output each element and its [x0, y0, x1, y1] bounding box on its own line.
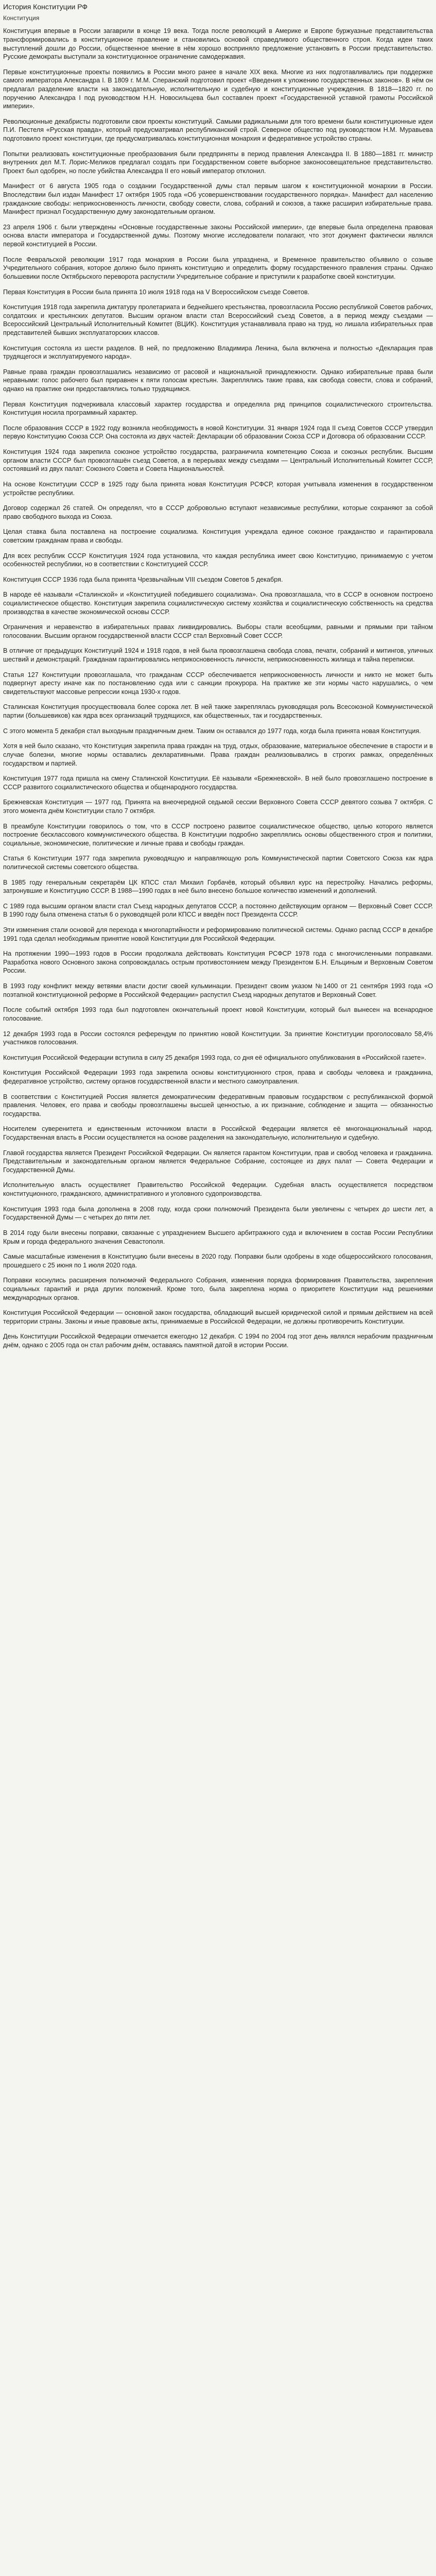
article-paragraph: После образования СССР в 1922 году возникла необходимость в новой Конституции. 31 января 1924 года II съезд Советов СССР утвердил первую Конституцию Союза ССР. Она состояла из двух частей: Декларации об образовании Союза ССР и Договора об образовании СССР. — [3, 424, 433, 440]
article-paragraph: Первая Конституция подчеркивала классовый характер государства и определяла ряд принципов социалистического строительства. Конституция носила программный характер. — [3, 400, 433, 417]
article-paragraph: После событий октября 1993 года был подготовлен окончательный проект новой Конституции, который был вынесен на всенародное голосование. — [3, 1006, 433, 1022]
article-paragraph: Брежневская Конституция — 1977 год. Принята на внеочередной седьмой сессии Верховного Совета СССР девятого созыва 7 октября. С этого момента днём Конституции стало 7 октября. — [3, 799, 433, 815]
article-paragraph: Сталинская Конституция просуществовала более сорока лет. В ней также закреплялась руководящая роль Всесоюзной Коммунистической партии (большевиков) как ядра всех организаций трудящихся, как общественных, так и государственных. — [3, 703, 433, 720]
page-title: История Конституции РФ — [3, 3, 88, 11]
article-paragraph: В 2014 году были внесены поправки, связанные с упразднением Высшего арбитражного суда и включением в состав России Республики Крым и города федерального значения Севастополя. — [3, 1229, 433, 1245]
article-paragraph: Хотя в ней было сказано, что Конституция закрепила права граждан на труд, отдых, образование, материальное обеспечение в старости и в случае болезни, многие нормы оставались декларативными. Права граждан реализовывались в строгих рамках, определённых государством и партией. — [3, 742, 433, 767]
article-paragraph: Конституция 1977 года пришла на смену Сталинской Конституции. Её называли «Брежневской». В ней было провозглашено построение в СССР развитого социалистического общества и общенародного государства. — [3, 775, 433, 791]
breadcrumb[interactable]: Конституция — [3, 14, 40, 22]
article-paragraph: После Февральской революции 1917 года монархия в России была упразднена, и Временное правительство объявило о созыве Учредительного собрания, которое должно было принять конституцию и определить форму государственного правления страны. Однако большевики после Октябрьского переворота распустили Учредительное собрание и приступили к разработке своей конституции. — [3, 256, 433, 280]
article-paragraph: Попытки реализовать конституционные преобразования были предприняты в период правления Александра II. В 1880—1881 гг. министр внутренних дел М.Т. Лорис-Меликов предлагал создать при Государственном совете выборное законосовещательное представительство. Проект был одобрен, но после убийства Александра II его новый император отклонил. — [3, 150, 433, 175]
article-paragraph: 23 апреля 1906 г. были утверждены «Основные государственные законы Российской империи», где впервые была определена правовая основа власти императора и Государственной думы. Поэтому многие исследователи полагают, что этот документ фактически являлся первой конституцией в России. — [3, 223, 433, 248]
article-paragraph: Конституция Российской Федерации — основной закон государства, обладающий высшей юридической силой и прямым действием на всей территории страны. Законы и иные правовые акты, принимаемые в Российской Федерации, не должны противоречить Конституции. — [3, 1309, 433, 1325]
article-paragraph: В 1985 году генеральным секретарём ЦК КПСС стал Михаил Горбачёв, который объявил курс на перестройку. Начались реформы, затронувшие и Конституцию СССР. В 1988—1990 годах в неё было внесено большое количество изменений и дополнений. — [3, 878, 433, 895]
article-paragraph: Конституция Российской Федерации 1993 года закрепила основы конституционного строя, права и свободы человека и гражданина, федеративное устройство, систему органов государственной власти и местного самоуправления. — [3, 1069, 433, 1085]
article-paragraph: Исполнительную власть осуществляет Правительство Российской Федерации. Судебная власть осуществляется посредством конституционного, гражданского, административного и уголовного судопроизводства. — [3, 1181, 433, 1198]
article-paragraph: Статья 127 Конституции провозглашала, что гражданам СССР обеспечивается неприкосновенность личности и никто не может быть подвергнут аресту иначе как по постановлению суда или с санкции прокурора. На практике же эти нормы часто нарушались, о чем свидетельствуют массовые репрессии конца 1930-х годов. — [3, 671, 433, 696]
article-paragraph: Революционные декабристы подготовили свои проекты конституций. Самыми радикальными для того времени были конституционные идеи П.И. Пестеля «Русская правда», который предусматривал республиканский строй. Северное общество под руководством Н.М. Муравьева подготовило проект конституции, где предусматривалась конституционная монархия и федеративное устройство страны. — [3, 117, 433, 142]
article-paragraph: Договор содержал 26 статей. Он определял, что в СССР добровольно вступают независимые республики, которые сохраняют за собой право свободного выхода из Союза. — [3, 504, 433, 520]
article-paragraph: Конституция 1993 года была дополнена в 2008 году, когда сроки полномочий Президента были увеличены с четырех до шести лет, а Государственной Думы — с четырех до пяти лет. — [3, 1205, 433, 1222]
article-paragraph: В преамбуле Конституции говорилось о том, что в СССР построено развитое социалистическое общество, целью которого является построение бесклассового коммунистического общества. В Конституции подробно закреплялись основы общественного строя и политики, социальные, экономические, политические и личные права и свободы граждан. — [3, 822, 433, 847]
article-paragraph: Конституция Российской Федерации вступила в силу 25 декабря 1993 года, со дня её официального опубликования в «Российской газете». — [3, 1054, 426, 1061]
article-paragraph: Конституция 1924 года закрепила союзное устройство государства, разграничила компетенцию Союза и союзных республик. Высшим органом власти СССР был провозглашён съезд Советов, а в перерывах между съездами — Центральный Исполнительный Комитет СССР, состоявший из двух палат: Союзного Совета и Совета Национальностей. — [3, 448, 433, 473]
article-paragraph: Первые конституционные проекты появились в России много ранее в начале XIX века. Многие из них подготавливались при поддержке самого императора Александра I. В 1809 г. М.М. Сперанский подготовил проект «Введения к уложению государственных законов». В нём он предлагал разделение власти на законодательную, исполнительную и судебную и конституционные учреждения. В 1818—1820 гг. по поручению Александра I под руководством Н.Н. Новосильцева был составлен проект «Государственной уставной грамоты Российской империи». — [3, 68, 433, 110]
article-paragraph: Конституция состояла из шести разделов. В ней, по предложению Владимира Ленина, была включена и полностью «Декларация прав трудящегося и эксплуатируемого народа». — [3, 344, 433, 361]
article-paragraph: Самые масштабные изменения в Конституцию были внесены в 2020 году. Поправки были одобрены в ходе общероссийского голосования, прошедшего с 25 июня по 1 июля 2020 года. — [3, 1253, 433, 1269]
article-paragraph: В народе её называли «Сталинской» и «Конституцией победившего социализма». Она провозглашала, что в СССР в основном построено социалистическое общество. Конституция закрепила социалистическую систему хозяйства и социалистическую собственность на средства производства в качестве экономической основы СССР. — [3, 591, 433, 616]
article-paragraph: Первая Конституция в России была принята 10 июля 1918 года на V Всероссийском съезде Советов. — [3, 288, 310, 296]
article-body — [3, 27, 433, 1349]
article-paragraph: Эти изменения стали основой для перехода к многопартийности и реформированию политической системы. Однако распад СССР в декабре 1991 года сделал необходимым принятие новой Конституции для Российской Федерации. — [3, 926, 433, 942]
article-paragraph: Главой государства является Президент Российской Федерации. Он является гарантом Конституции, прав и свобод человека и гражданина. Представительным и законодательным органом является Федеральное Собрание, состоящее из двух палат — Совета Федерации и Государственной Думы. — [3, 1149, 433, 1174]
article-paragraph: Конституция СССР 1936 года была принята Чрезвычайным VIII съездом Советов 5 декабря. — [3, 575, 283, 583]
article-paragraph: С 1989 года высшим органом власти стал Съезд народных депутатов СССР, а постоянно действующим органом — Верховный Совет СССР. В 1990 году была отменена статья 6 о руководящей роли КПСС и введён пост Президента СССР. — [3, 902, 433, 919]
article-paragraph: Конституция 1918 года закрепила диктатуру пролетариата и беднейшего крестьянства, провозгласила Россию республикой Советов рабочих, солдатских и крестьянских депутатов. Высшим органом власти стал Всероссийский съезд Советов, а в период между съездами — Всероссийский Центральный Исполнительный Комитет (ВЦИК). Конституция устанавливала право на труд, но лишала избирательных прав представителей бывших эксплуататорских классов. — [3, 303, 433, 336]
article-paragraph: Конституция впервые в России загаврили в конце 19 века. Тогда после революций в Америке и Европе буржуазные представительства трансформировались в конституционное правление и становились основой справедливого общественного строя. Когда идеи таких выступлений дошли до России, общественное мнение в нём хорошо восприняло предложение установить в России представительство. Русские демократы выступали за конституционное ограничение самодержавия. — [3, 27, 433, 61]
article-paragraph: В соответствии с Конституцией Россия является демократическим федеративным правовым государством с республиканской формой правления. Человек, его права и свободы провозглашены высшей ценностью, а их признание, соблюдение и защита — обязанностью государства. — [3, 1093, 433, 1117]
article-paragraph: В отличие от предыдущих Конституций 1924 и 1918 годов, в ней была провозглашена свобода слова, печати, собраний и митингов, уличных шествий и демонстраций. Гражданам гарантировались неприкосновенность личности, неприкосновенность жилища и тайна переписки. — [3, 647, 433, 664]
article-paragraph: Статья 6 Конституции 1977 года закрепила руководящую и направляющую роль Коммунистической партии Советского Союза как ядра политической системы советского общества. — [3, 855, 433, 871]
article-paragraph: Целая ставка была поставлена на построение социализма. Конституция учреждала единое союзное гражданство и гарантировала советским гражданам права и свободы. — [3, 528, 433, 544]
article-paragraph: Поправки коснулись расширения полномочий Федерального Собрания, изменения порядка формирования Правительства, закрепления социальных гарантий и ряда других положений. Кроме того, была закреплена норма о приоритете Конституции над решениями международных органов. — [3, 1277, 433, 1301]
article-paragraph: С этого момента 5 декабря стал выходным праздничным днем. Таким он оставался до 1977 года, когда была принята новая Конституция. — [3, 727, 421, 735]
article-paragraph: Ограничения и неравенство в избирательных правах ликвидировались. Выборы стали всеобщими, равными и прямыми при тайном голосовании. Высшим органом государственной власти СССР стал Верховный Совет СССР. — [3, 623, 433, 639]
article-paragraph: В 1993 году конфликт между ветвями власти достиг своей кульминации. Президент своим указом №1400 от 21 сентября 1993 года «О поэтапной конституционной реформе в Российской Федерации» распустил Съезд народных депутатов и Верховный Совет. — [3, 982, 433, 998]
article-paragraph: Носителем суверенитета и единственным источником власти в Российской Федерации является её многонациональный народ. Государственная власть в России осуществляется на основе разделения на законодательную, исполнительную и судебную. — [3, 1125, 433, 1142]
article-paragraph: Равные права граждан провозглашались независимо от расовой и национальной принадлежности. Однако избирательные права были неравными: голос рабочего был приравнен к пяти голосам крестьян. Закреплялись такие права, как свобода совести, слова и собраний, однако на практике они предоставлялись только трудящимся. — [3, 368, 433, 393]
article-paragraph: На протяжении 1990—1993 годов в России продолжала действовать Конституция РСФСР 1978 года с многочисленными поправками. Разработка нового Основного закона сопровождалась острым противостоянием между Президентом Б.Н. Ельциным и Верховным Советом России. — [3, 950, 433, 975]
article-paragraph: День Конституции Российской Федерации отмечается ежегодно 12 декабря. С 1994 по 2004 год этот день являлся нерабочим праздничным днём, однако с 2005 года он стал рабочим днём, оставаясь памятной датой в истории России. — [3, 1333, 433, 1349]
article-paragraph: Для всех республик СССР Конституция 1924 года установила, что каждая республика имеет свою Конституцию, принимаемую с учетом особенностей республики, но в соответствии с Конституцией СССР. — [3, 552, 433, 568]
article-paragraph: Манифест от 6 августа 1905 года о создании Государственной думы стал первым шагом к конституционной монархии в России. Впоследствии был издан Манифест 17 октября 1905 года «Об усовершенствовании государственного порядка». Манифест дал населению гражданские свободы: неприкосновенность личности, свободу совести, слова, собраний и союзов, а также расширил избирательные права. Манифест признал Государственную думу законодательным органом. — [3, 182, 433, 216]
article-paragraph: На основе Конституции СССР в 1925 году была принята новая Конституция РСФСР, которая учитывала изменения в государственном устройстве республики. — [3, 480, 433, 497]
article-paragraph: 12 декабря 1993 года в России состоялся референдум по принятию новой Конституции. За принятие Конституции проголосовало 58,4% участников голосования. — [3, 1030, 433, 1046]
